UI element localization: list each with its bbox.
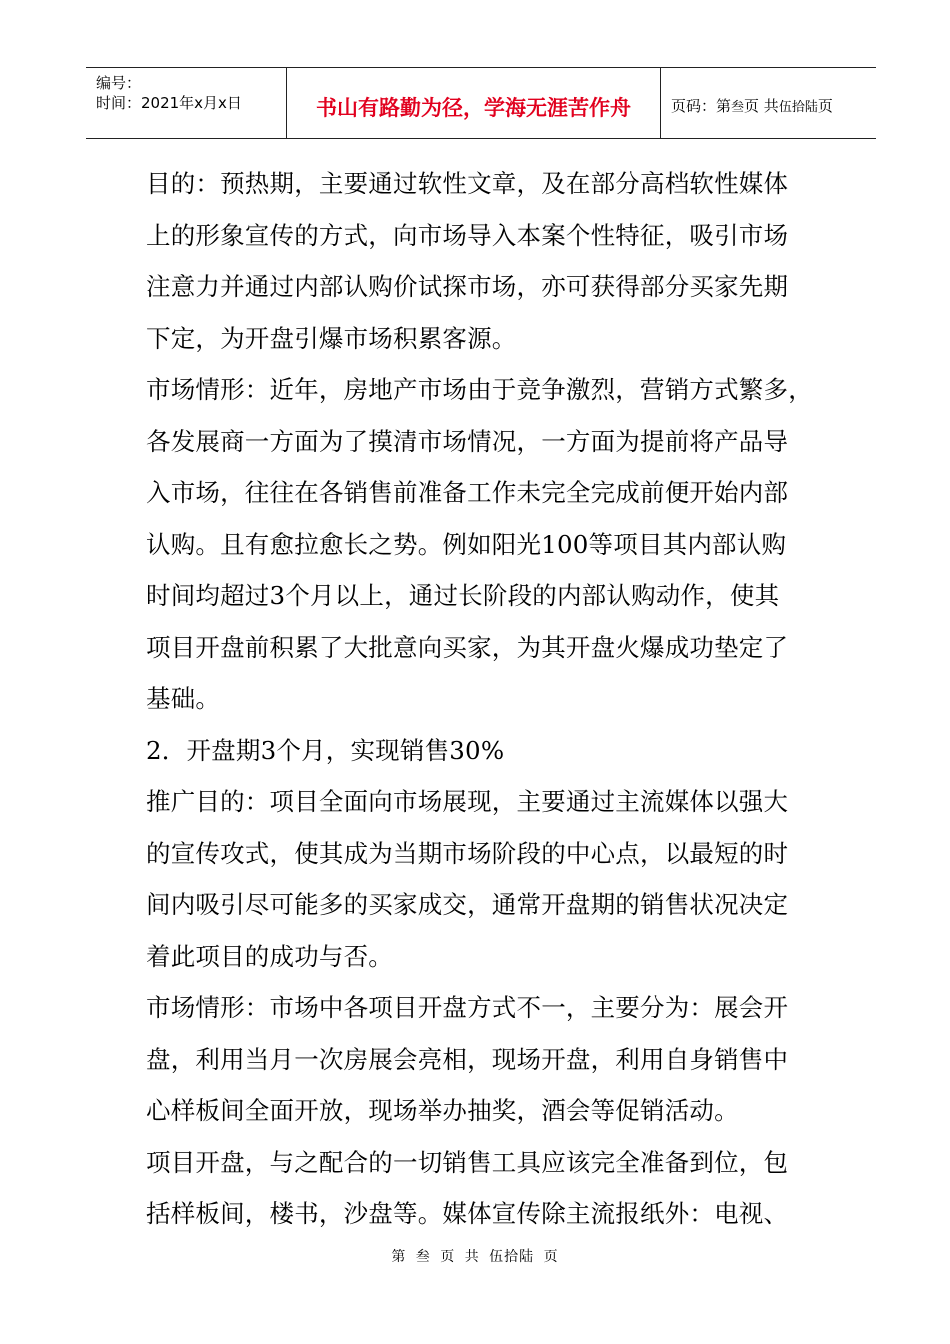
body-line: 项目开盘前积累了大批意向买家，为其开盘火爆成功垫定了 bbox=[146, 632, 789, 662]
header-motto: 书山有路勤为径，学海无涯苦作舟 bbox=[316, 96, 631, 120]
document-time-label: 时间：2021年x月x日 bbox=[96, 94, 242, 112]
page-label: 页码：第 bbox=[671, 97, 732, 115]
document-body bbox=[146, 162, 836, 1244]
header-page-cell bbox=[661, 68, 876, 138]
body-line: 括样板间，楼书，沙盘等。媒体宣传除主流报纸外：电视、 bbox=[146, 1199, 789, 1228]
page-total: 伍拾陆 bbox=[778, 100, 818, 115]
page-header bbox=[86, 67, 876, 139]
body-line: 入市场，往往在各销售前准备工作未完全完成前便开始内部 bbox=[146, 478, 789, 507]
body-line: 上的形象宣传的方式，向市场导入本案个性特征，吸引市场 bbox=[146, 220, 789, 250]
header-page-info bbox=[671, 95, 833, 116]
page-suffix: 页 bbox=[817, 97, 833, 115]
body-line: 认购。且有愈拉愈长之势。例如阳光100等项目其内部认购 bbox=[146, 529, 787, 559]
body-line: 市场情形：市场中各项目开盘方式不一，主要分为：展会开 bbox=[146, 993, 789, 1022]
page-current: 叁 bbox=[731, 100, 745, 115]
body-line: 盘，利用当月一次房展会亮相，现场开盘，利用自身销售中 bbox=[146, 1044, 789, 1074]
body-line: 下定，为开盘引爆市场积累客源。 bbox=[146, 323, 517, 353]
body-line: 基础。 bbox=[146, 684, 221, 713]
body-line: 推广目的：项目全面向市场展现，主要通过主流媒体以强大 bbox=[146, 787, 789, 816]
body-line: 项目开盘，与之配合的一切销售工具应该完全准备到位，包 bbox=[146, 1147, 789, 1177]
header-meta-cell bbox=[86, 68, 287, 138]
body-line: 间内吸引尽可能多的买家成交，通常开盘期的销售状况决定 bbox=[146, 890, 789, 919]
body-line: 时间均超过3个月以上，通过长阶段的内部认购动作，使其 bbox=[146, 581, 780, 610]
body-line: 的宣传攻式，使其成为当期市场阶段的中心点，以最短的时 bbox=[146, 838, 789, 868]
body-line: 着此项目的成功与否。 bbox=[146, 941, 393, 971]
document-number-label: 编号： bbox=[96, 74, 142, 92]
body-line: 注意力并通过内部认购价试探市场，亦可获得部分买家先期 bbox=[146, 272, 789, 301]
page-footer: 第 叁 页 共 伍拾陆 页 bbox=[391, 1249, 559, 1265]
body-line: 市场情形：近年，房地产市场由于竞争激烈，营销方式繁多， bbox=[146, 375, 813, 404]
header-motto-cell bbox=[287, 68, 661, 138]
body-line: 各发展商一方面为了摸清市场情况，一方面为提前将产品导 bbox=[146, 426, 789, 456]
page-mid: 页 共 bbox=[744, 97, 779, 115]
body-line: 目的：预热期，主要通过软性文章，及在部分高档软性媒体 bbox=[146, 169, 789, 198]
body-line: 心样板间全面开放，现场举办抽奖，酒会等促销活动。 bbox=[146, 1096, 739, 1125]
body-line: 2．开盘期3个月，实现销售30% bbox=[146, 735, 505, 765]
